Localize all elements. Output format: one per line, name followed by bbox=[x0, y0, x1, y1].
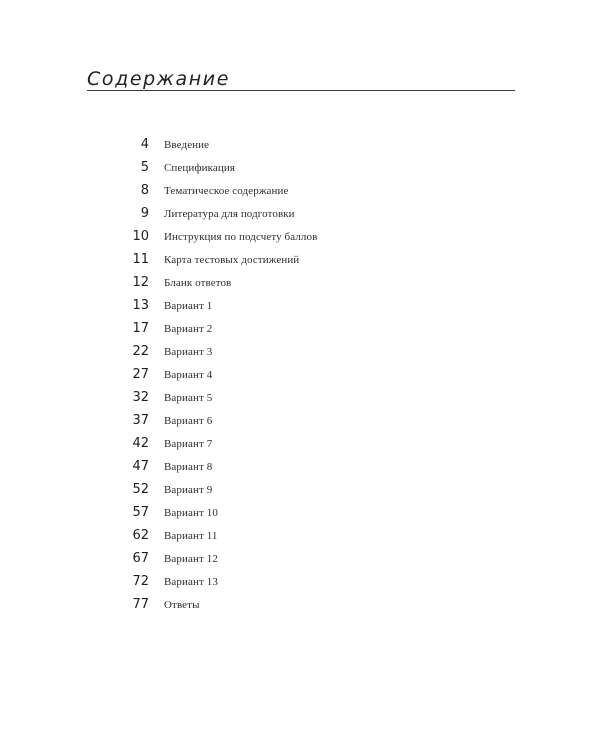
toc-page-number: 5 bbox=[140, 160, 149, 175]
toc-entry[interactable] bbox=[100, 432, 480, 455]
toc-page-number: 62 bbox=[132, 528, 149, 543]
toc-entry[interactable] bbox=[100, 156, 480, 179]
toc-entry-title: Литература для подготовки bbox=[164, 207, 295, 220]
toc-page-number: 37 bbox=[132, 413, 149, 428]
toc-entry-title: Тематическое содержание bbox=[164, 184, 289, 197]
page-title: Содержание bbox=[87, 68, 230, 90]
toc-page-number: 13 bbox=[132, 298, 149, 313]
toc-page-number: 57 bbox=[132, 505, 149, 520]
toc-entry[interactable] bbox=[100, 409, 480, 432]
toc-entry[interactable] bbox=[100, 271, 480, 294]
toc-entry-title: Вариант 9 bbox=[164, 483, 213, 496]
toc-page-number: 4 bbox=[140, 137, 149, 152]
toc-entry[interactable] bbox=[100, 455, 480, 478]
toc-entry-title: Инструкция по подсчету баллов bbox=[164, 230, 318, 243]
toc-page-number: 12 bbox=[132, 275, 149, 290]
toc-page-number: 27 bbox=[132, 367, 149, 382]
toc-entry[interactable] bbox=[100, 570, 480, 593]
toc-entry[interactable] bbox=[100, 340, 480, 363]
toc-entry[interactable] bbox=[100, 225, 480, 248]
toc-heading bbox=[87, 66, 515, 91]
toc-entry[interactable] bbox=[100, 524, 480, 547]
toc-entry-title: Вариант 6 bbox=[164, 414, 213, 427]
toc-entry[interactable] bbox=[100, 179, 480, 202]
toc-entry[interactable] bbox=[100, 317, 480, 340]
toc-entry[interactable] bbox=[100, 248, 480, 271]
toc-entry-title: Введение bbox=[164, 138, 210, 151]
toc-page-number: 9 bbox=[140, 206, 149, 221]
toc-entry-title: Вариант 5 bbox=[164, 391, 213, 404]
toc-entry-title: Бланк ответов bbox=[164, 276, 232, 289]
toc-page-number: 8 bbox=[140, 183, 149, 198]
toc-entry[interactable] bbox=[100, 478, 480, 501]
toc-entry-title: Вариант 10 bbox=[164, 506, 218, 519]
toc-entry-title: Ответы bbox=[164, 598, 200, 611]
toc-page-number: 17 bbox=[132, 321, 149, 336]
toc-entry[interactable] bbox=[100, 133, 480, 156]
toc-entry-title: Вариант 1 bbox=[164, 299, 213, 312]
toc-entry-title: Вариант 12 bbox=[164, 552, 218, 565]
toc-entry-title: Вариант 11 bbox=[164, 529, 218, 542]
toc-page-number: 77 bbox=[132, 597, 149, 612]
toc-page-number: 47 bbox=[132, 459, 149, 474]
toc-page-number: 67 bbox=[132, 551, 149, 566]
toc-entry-title: Вариант 4 bbox=[164, 368, 213, 381]
toc-page-number: 32 bbox=[132, 390, 149, 405]
toc-entry[interactable] bbox=[100, 202, 480, 225]
toc-entry-title: Вариант 13 bbox=[164, 575, 218, 588]
toc-entry-title: Вариант 7 bbox=[164, 437, 213, 450]
toc-page-number: 42 bbox=[132, 436, 149, 451]
toc-page-number: 72 bbox=[132, 574, 149, 589]
toc-entry[interactable] bbox=[100, 294, 480, 317]
toc-entry-title: Вариант 2 bbox=[164, 322, 213, 335]
toc-entry-title: Вариант 8 bbox=[164, 460, 213, 473]
toc-page-number: 10 bbox=[132, 229, 149, 244]
toc-page-number: 52 bbox=[132, 482, 149, 497]
toc-entry[interactable] bbox=[100, 501, 480, 524]
table-of-contents bbox=[100, 133, 480, 616]
toc-entry-title: Спецификация bbox=[164, 161, 235, 174]
toc-entry[interactable] bbox=[100, 386, 480, 409]
toc-entry-title: Карта тестовых достижений bbox=[164, 253, 300, 266]
toc-page-number: 22 bbox=[132, 344, 149, 359]
toc-entry[interactable] bbox=[100, 547, 480, 570]
toc-page-number: 11 bbox=[132, 252, 149, 267]
toc-entry[interactable] bbox=[100, 363, 480, 386]
toc-entry[interactable] bbox=[100, 593, 480, 616]
toc-entry-title: Вариант 3 bbox=[164, 345, 213, 358]
